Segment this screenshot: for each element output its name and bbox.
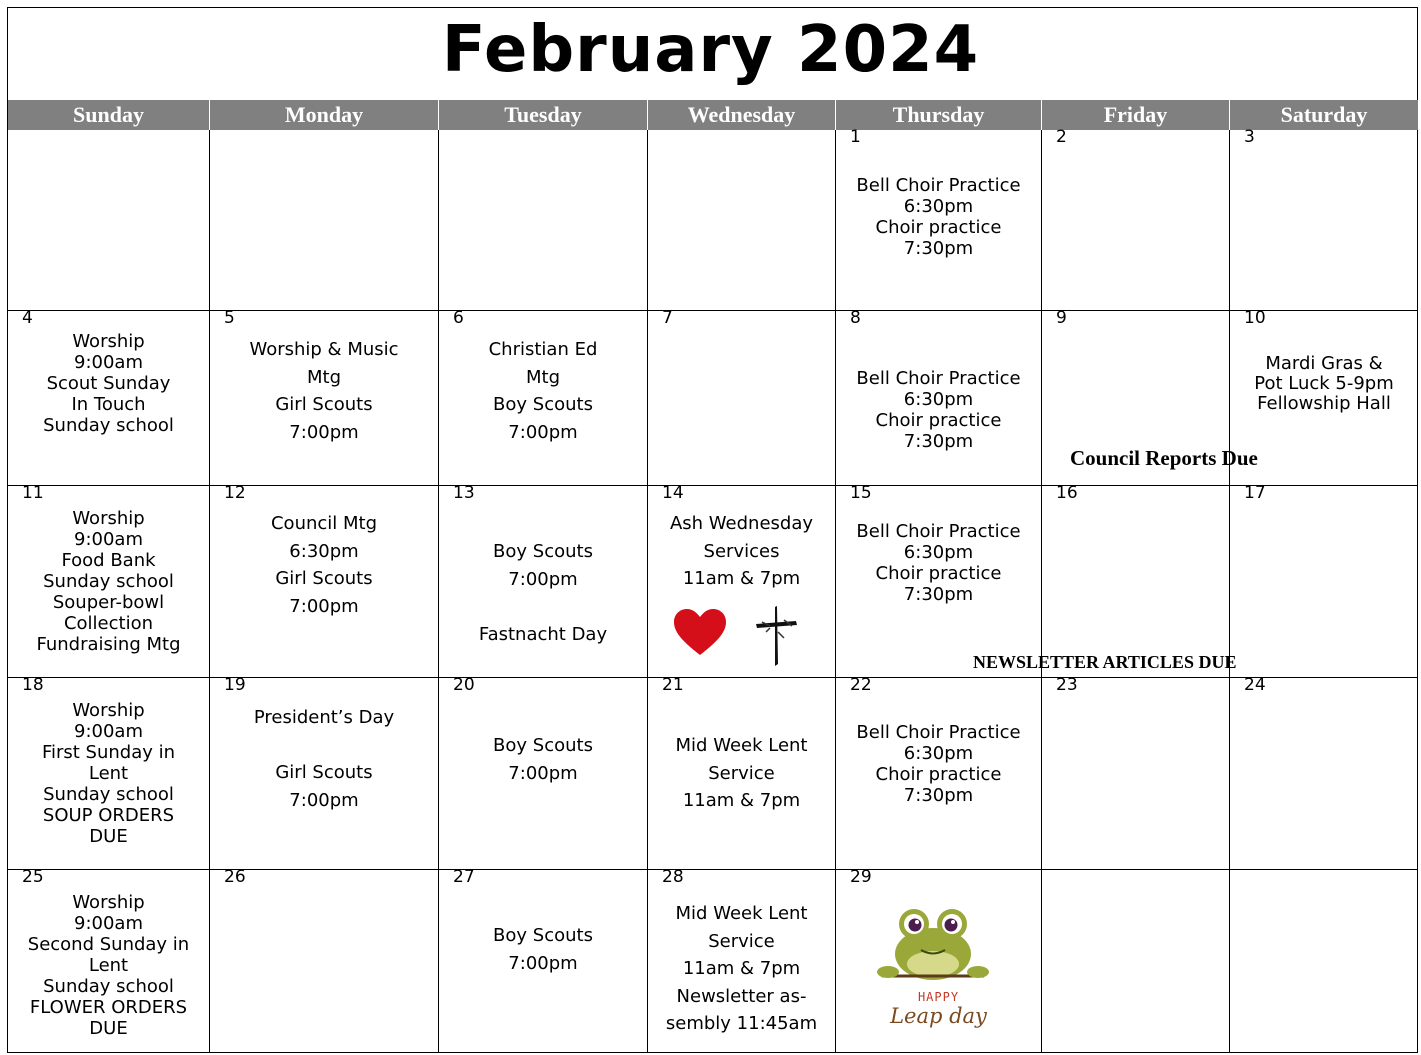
day-cell-14 <box>648 483 836 678</box>
day-events: Worship 9:00am First Sunday in Lent Sunday school SOUP ORDERS DUE <box>41 700 176 847</box>
day-events: Bell Choir Practice 6:30pm Choir practice 7:30pm <box>856 368 1021 452</box>
day-cell-20 <box>439 675 648 870</box>
day-cell-29 <box>836 867 1042 1052</box>
day-cell-5 <box>210 308 439 486</box>
day-cell-2 <box>1042 127 1230 311</box>
empty-cell <box>1042 870 1230 1052</box>
day-cell-16 <box>1042 483 1230 678</box>
day-number: 26 <box>224 867 246 887</box>
day-number: 6 <box>453 308 464 328</box>
day-events: Mardi Gras & Pot Luck 5-9pm Fellowship Hall <box>1254 353 1394 414</box>
day-number: 24 <box>1244 675 1266 695</box>
day-cell-7 <box>648 308 836 486</box>
day-events: Worship 9:00am Food Bank Sunday school Souper-bowl Collection Fundraising Mtg <box>36 508 181 655</box>
day-cell-12 <box>210 483 439 678</box>
day-cell-17 <box>1230 483 1418 678</box>
frog-icon <box>874 906 992 990</box>
day-number: 5 <box>224 308 235 328</box>
day-header-sunday: Sunday <box>8 100 210 130</box>
day-number: 18 <box>22 675 44 695</box>
day-cell-25 <box>8 867 210 1052</box>
day-cell-3 <box>1230 127 1418 311</box>
day-number: 28 <box>662 867 684 887</box>
day-events: Worship 9:00am Scout Sunday In Touch Sunday school <box>43 331 174 436</box>
day-cell-15 <box>836 483 1042 678</box>
day-events: Mid Week Lent Service 11am & 7pm <box>675 735 808 811</box>
day-cell-24 <box>1230 675 1418 870</box>
day-cell-26 <box>210 867 439 1052</box>
empty-cell <box>1230 870 1418 1052</box>
day-number: 22 <box>850 675 872 695</box>
heart-icon <box>672 608 728 658</box>
day-cell-11 <box>8 483 210 678</box>
day-events: Mid Week Lent Service 11am & 7pm Newsletter as- sembly 11:45am <box>665 903 818 1034</box>
day-cell-10 <box>1230 308 1418 486</box>
day-cell-6 <box>439 308 648 486</box>
day-cell-18 <box>8 675 210 870</box>
day-events: Boy Scouts 7:00pm Fastnacht Day <box>478 541 608 645</box>
day-cell-23 <box>1042 675 1230 870</box>
leap-day-happy-text: HAPPY <box>917 990 960 1004</box>
day-number: 9 <box>1056 308 1067 328</box>
day-header-tuesday: Tuesday <box>439 100 648 130</box>
day-number: 14 <box>662 483 684 503</box>
day-number: 16 <box>1056 483 1078 503</box>
day-events: Bell Choir Practice 6:30pm Choir practice 7:30pm <box>856 722 1021 806</box>
day-number: 27 <box>453 867 475 887</box>
day-cell-21 <box>648 675 836 870</box>
newsletter-articles-due-note: NEWSLETTER ARTICLES DUE <box>973 652 1237 672</box>
day-events: Boy Scouts 7:00pm <box>493 735 593 784</box>
day-number: 13 <box>453 483 475 503</box>
day-cell-8 <box>836 308 1042 486</box>
day-number: 12 <box>224 483 246 503</box>
day-events: Bell Choir Practice 6:30pm Choir practice 7:30pm <box>856 521 1021 605</box>
empty-cell <box>648 130 836 311</box>
day-events: President’s Day Girl Scouts 7:00pm <box>253 707 395 811</box>
day-cell-13 <box>439 483 648 678</box>
day-number: 11 <box>22 483 44 503</box>
day-number: 4 <box>22 308 33 328</box>
day-number: 25 <box>22 867 44 887</box>
empty-cell <box>210 130 439 311</box>
day-events: Council Mtg 6:30pm Girl Scouts 7:00pm <box>270 513 378 617</box>
day-number: 21 <box>662 675 684 695</box>
day-events: Worship & Music Mtg Girl Scouts 7:00pm <box>249 339 399 443</box>
day-number: 10 <box>1244 308 1266 328</box>
council-reports-due-note: Council Reports Due <box>1070 446 1258 470</box>
day-number: 17 <box>1244 483 1266 503</box>
day-cell-19 <box>210 675 439 870</box>
day-number: 7 <box>662 308 673 328</box>
day-events: Worship 9:00am Second Sunday in Lent Sunday school FLOWER ORDERS DUE <box>27 892 190 1039</box>
day-number: 29 <box>850 867 872 887</box>
page-title: February 2024 <box>441 13 980 87</box>
day-number: 8 <box>850 308 861 328</box>
day-events: Bell Choir Practice 6:30pm Choir practice 7:30pm <box>856 175 1021 259</box>
day-number: 20 <box>453 675 475 695</box>
day-number: 15 <box>850 483 872 503</box>
ash-cross-icon <box>748 604 804 668</box>
day-header-thursday: Thursday <box>836 100 1042 130</box>
day-cell-4 <box>8 308 210 486</box>
day-header-saturday: Saturday <box>1230 100 1418 130</box>
day-events: Ash Wednesday Services 11am & 7pm <box>669 513 814 589</box>
day-cell-1 <box>836 127 1042 311</box>
day-number: 23 <box>1056 675 1078 695</box>
day-header-wednesday: Wednesday <box>648 100 836 130</box>
day-header-friday: Friday <box>1042 100 1230 130</box>
day-events: Christian Ed Mtg Boy Scouts 7:00pm <box>488 339 598 443</box>
day-number: 3 <box>1244 127 1255 147</box>
day-cell-27 <box>439 867 648 1052</box>
day-number: 19 <box>224 675 246 695</box>
day-number: 2 <box>1056 127 1067 147</box>
day-cell-22 <box>836 675 1042 870</box>
day-events: Boy Scouts 7:00pm <box>493 925 593 974</box>
empty-cell <box>8 130 210 311</box>
day-header-monday: Monday <box>210 100 439 130</box>
day-cell-28 <box>648 867 836 1052</box>
empty-cell <box>439 130 648 311</box>
day-number: 1 <box>850 127 861 147</box>
leap-day-text: Leap day <box>890 1004 987 1028</box>
